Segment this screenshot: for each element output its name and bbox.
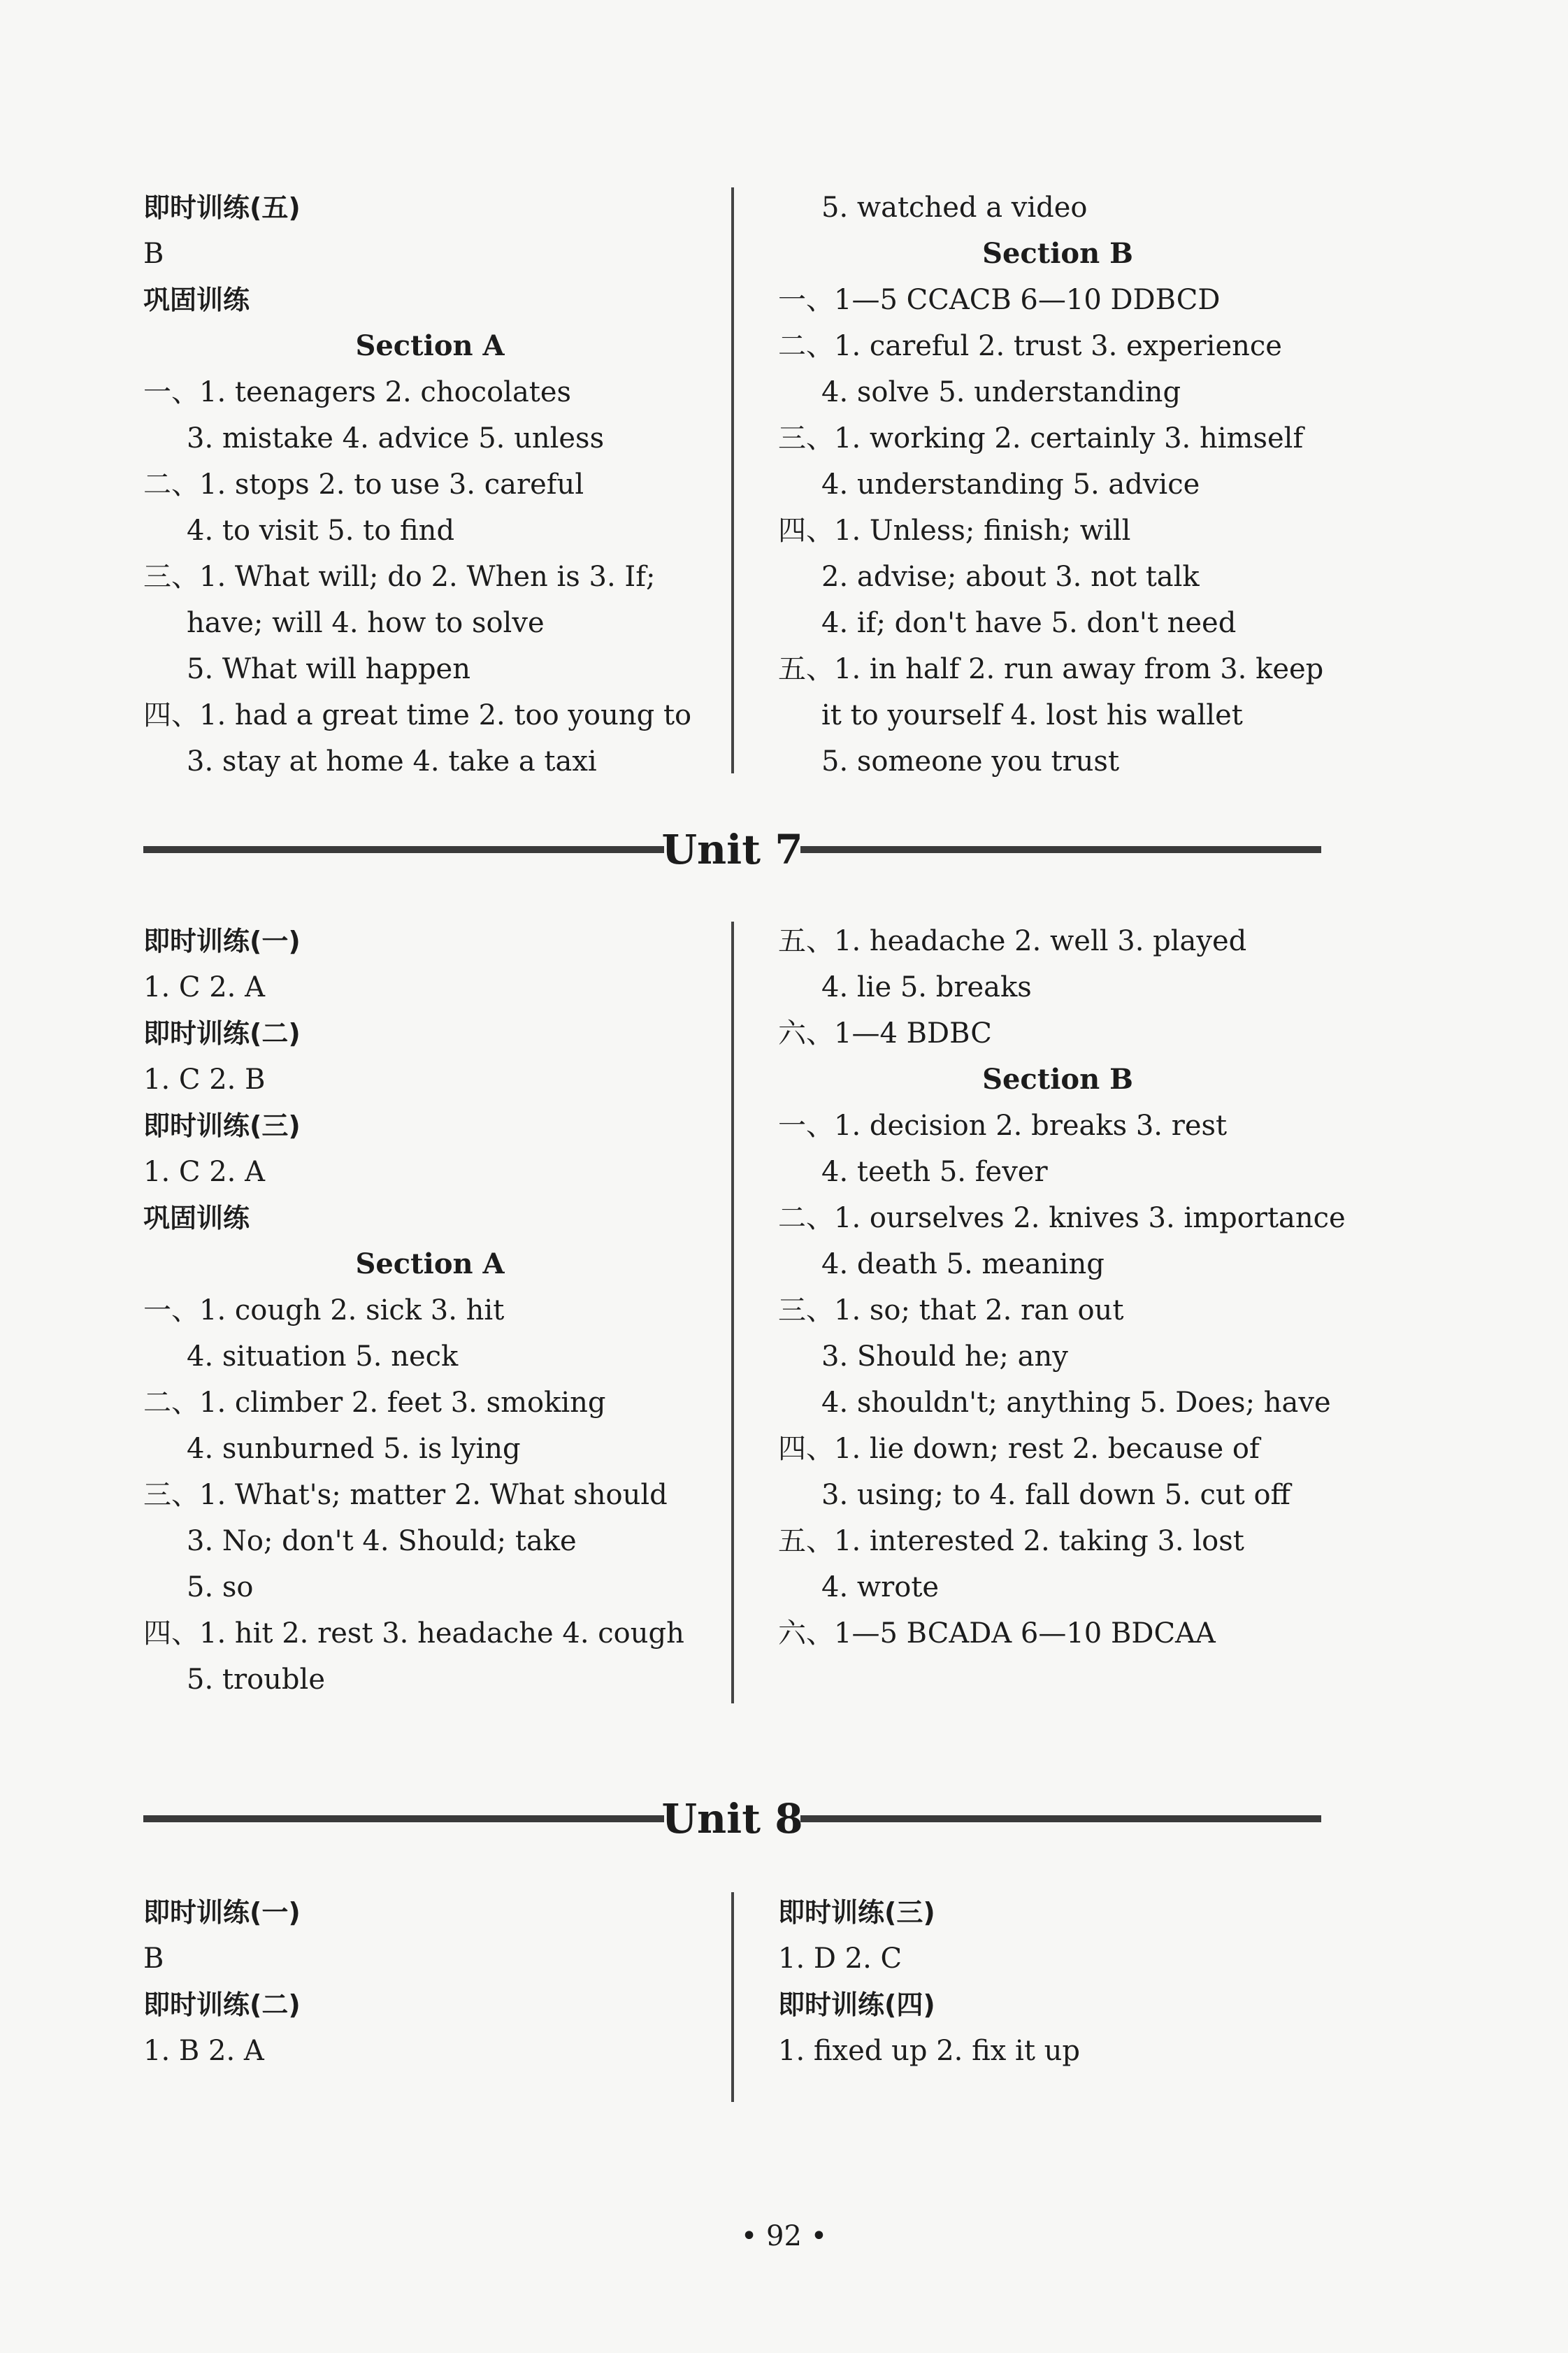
answer-line: 1. C 2. B (143, 1064, 266, 1096)
column-divider (731, 187, 734, 773)
exercise-heading: 即时训练(五) (143, 192, 301, 223)
unit-8-title: Unit 8 (661, 1795, 803, 1843)
answer-line: 一、1. teenagers 2. chocolates (143, 376, 572, 408)
exercise-heading: 即时训练(一) (143, 926, 301, 957)
unit8-right-column (778, 1889, 1337, 2074)
answer-line: 3. stay at home 4. take a taxi (187, 745, 597, 778)
answer-line: 五、1. interested 2. taking 3. lost (778, 1525, 1244, 1557)
unit-7-title: Unit 7 (661, 826, 803, 873)
answer-line: 2. advise; about 3. not talk (821, 561, 1200, 593)
answer-line: 4. if; don't have 5. don't need (821, 607, 1237, 639)
top-left-column (143, 185, 717, 785)
answer-line: 3. using; to 4. fall down 5. cut off (821, 1479, 1290, 1511)
answer-line: 4. lie 5. breaks (821, 971, 1032, 1003)
unit8-left-column (143, 1889, 717, 2074)
top-right-column (778, 185, 1337, 785)
answer-line: 5. What will happen (187, 653, 470, 685)
answer-line: 1. C 2. A (143, 971, 265, 1003)
exercise-heading: 巩固训练 (143, 1203, 250, 1233)
answer-line: 二、1. climber 2. feet 3. smoking (143, 1387, 606, 1419)
answer-line: 4. situation 5. neck (187, 1340, 459, 1373)
exercise-heading: 即时训练(二) (143, 1989, 301, 2020)
answer-line: 三、1. What's; matter 2. What should (143, 1479, 668, 1511)
answer-line: 4. solve 5. understanding (821, 376, 1181, 408)
answer-line: 二、1. careful 2. trust 3. experience (778, 330, 1282, 362)
exercise-heading: 即时训练(二) (143, 1018, 301, 1049)
answer-line: 六、1—5 BCADA 6—10 BDCAA (778, 1617, 1216, 1650)
answer-line: 5. someone you trust (821, 745, 1120, 778)
exercise-heading: 即时训练(四) (778, 1989, 935, 2020)
answer-line: B (143, 1943, 164, 1975)
answer-line: 一、1—5 CCACB 6—10 DDBCD (778, 284, 1221, 316)
answer-line: 三、1. What will; do 2. When is 3. If; (143, 561, 656, 593)
answer-line: 4. teeth 5. fever (821, 1156, 1048, 1188)
answer-line: 二、1. stops 2. to use 3. careful (143, 469, 584, 501)
answer-line: 4. death 5. meaning (821, 1248, 1105, 1280)
answer-line: 三、1. so; that 2. ran out (778, 1294, 1124, 1326)
answer-line: 3. mistake 4. advice 5. unless (187, 422, 605, 455)
exercise-heading: 巩固训练 (143, 285, 250, 315)
answer-line: 3. No; don't 4. Should; take (187, 1525, 577, 1557)
answer-line: 5. so (187, 1571, 254, 1603)
answer-line: 3. Should he; any (821, 1340, 1068, 1373)
section-title: Section B (982, 237, 1133, 270)
answer-line: 5. trouble (187, 1664, 325, 1696)
section-title: Section B (982, 1063, 1133, 1096)
answer-line: 1. fixed up 2. fix it up (778, 2035, 1080, 2067)
answer-line: 五、1. headache 2. well 3. played (778, 925, 1247, 957)
answer-line: 4. to visit 5. to find (187, 515, 455, 547)
exercise-heading: 即时训练(三) (143, 1110, 301, 1141)
unit-7-header (143, 825, 1321, 874)
answer-line: 1. B 2. A (143, 2035, 264, 2067)
unit7-left-column (143, 918, 717, 1703)
answer-line: have; will 4. how to solve (187, 607, 545, 639)
answer-line: 4. understanding 5. advice (821, 469, 1200, 501)
answer-line: 二、1. ourselves 2. knives 3. importance (778, 1202, 1346, 1234)
answer-line: 4. sunburned 5. is lying (187, 1433, 521, 1465)
answer-line: 五、1. in half 2. run away from 3. keep (778, 653, 1324, 685)
unit-8-header (143, 1794, 1321, 1843)
page-number: • 92 • (740, 2220, 828, 2252)
answer-line: 四、1. lie down; rest 2. because of (778, 1433, 1260, 1465)
answer-line: 四、1. hit 2. rest 3. headache 4. cough (143, 1617, 684, 1650)
answer-line: it to yourself 4. lost his wallet (821, 699, 1243, 731)
answer-line: 一、1. decision 2. breaks 3. rest (778, 1110, 1228, 1142)
answer-line: 三、1. working 2. certainly 3. himself (778, 422, 1304, 455)
unit7-right-column (778, 918, 1346, 1657)
column-divider (731, 1892, 734, 2102)
answer-line: B (143, 238, 164, 270)
exercise-heading: 即时训练(一) (143, 1897, 301, 1928)
answer-line: 1. C 2. A (143, 1156, 265, 1188)
answer-line: 1. D 2. C (778, 1943, 902, 1975)
answer-line: 4. wrote (821, 1571, 940, 1603)
exercise-heading: 即时训练(三) (778, 1897, 935, 1928)
answer-line: 一、1. cough 2. sick 3. hit (143, 1294, 505, 1326)
answer-line: 四、1. Unless; finish; will (778, 515, 1131, 547)
answer-line: 四、1. had a great time 2. too young to (143, 699, 692, 731)
answer-line: 六、1—4 BDBC (778, 1017, 992, 1050)
answer-line: 5. watched a video (821, 192, 1088, 224)
column-divider (731, 922, 734, 1703)
answer-line: 4. shouldn't; anything 5. Does; have (821, 1387, 1331, 1419)
section-title: Section A (355, 329, 505, 362)
section-title: Section A (355, 1247, 505, 1280)
